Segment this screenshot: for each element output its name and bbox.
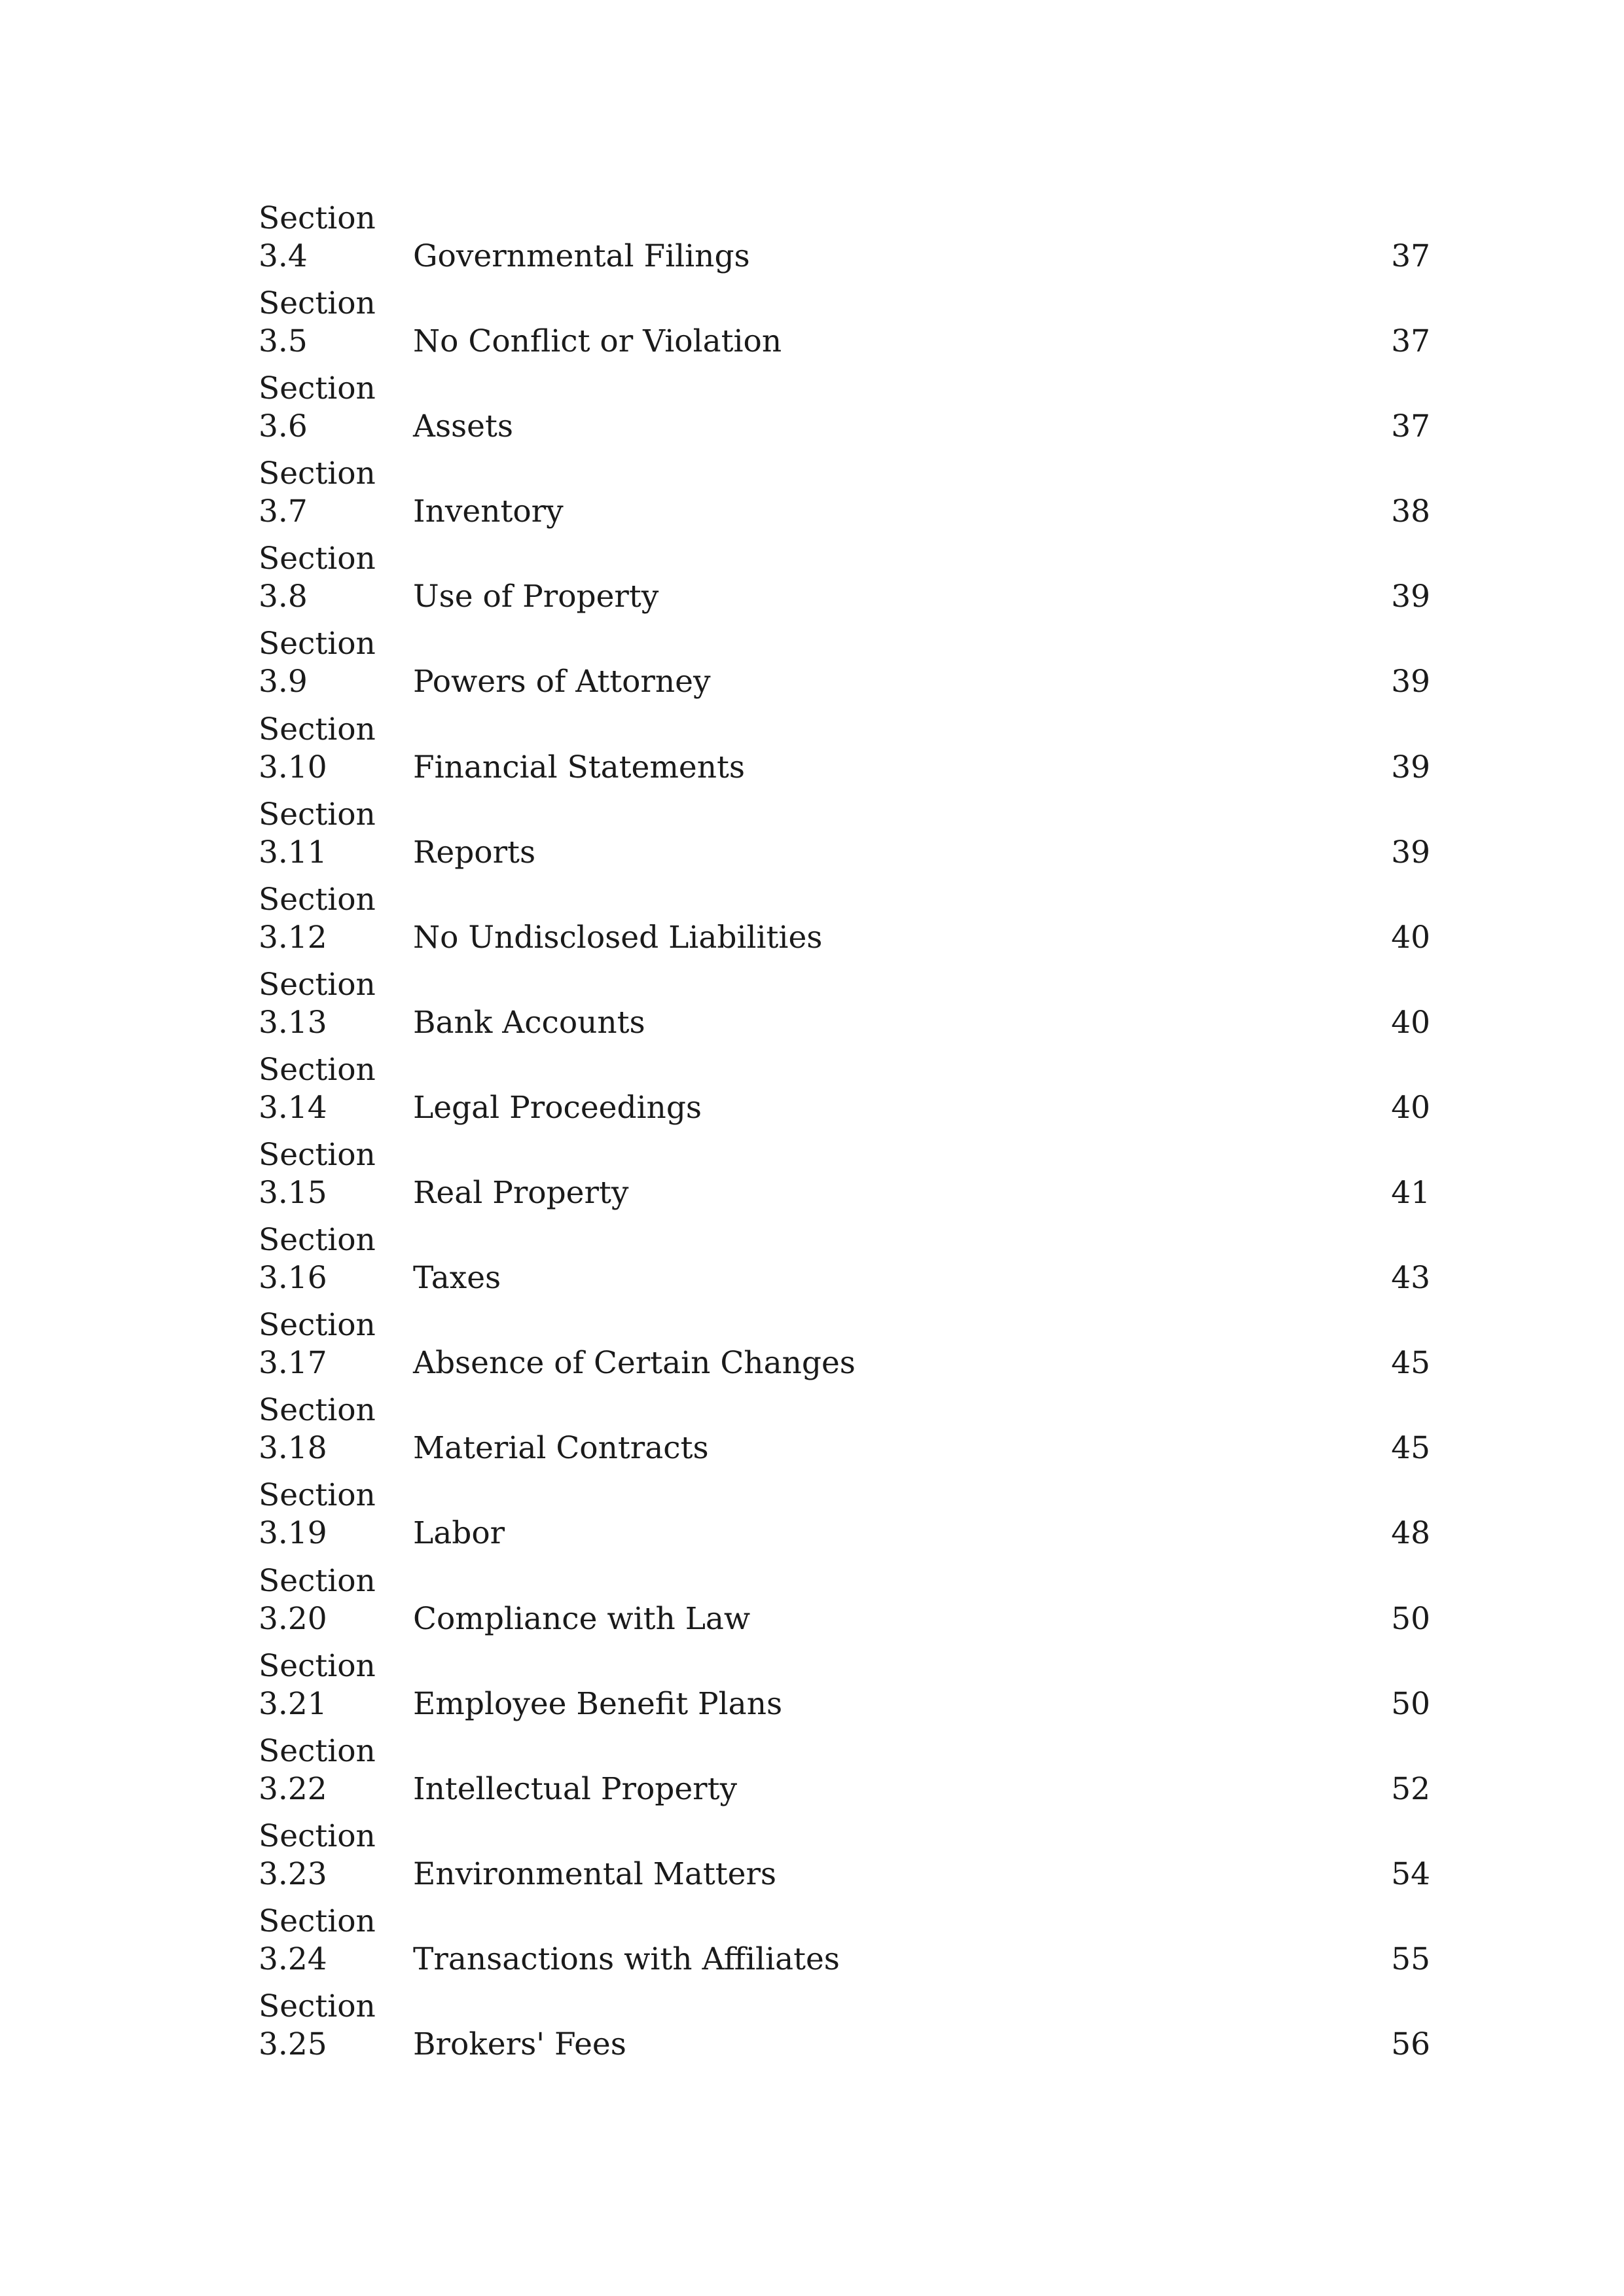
section-label: Section: [259, 881, 376, 918]
section-label: Section: [259, 1818, 376, 1854]
section-number: 3.5: [259, 323, 308, 360]
page-number: 39: [1391, 579, 1430, 615]
page-number: 39: [1391, 664, 1430, 700]
section-title: Material Contracts: [413, 1430, 709, 1467]
page-number: 45: [1391, 1430, 1430, 1467]
section-title: No Undisclosed Liabilities: [413, 919, 823, 956]
page-number: 55: [1391, 1941, 1430, 1977]
section-title: No Conflict or Violation: [413, 323, 782, 360]
toc-entry[interactable]: [259, 1818, 1430, 1903]
section-label: Section: [259, 370, 376, 407]
toc-entry[interactable]: [259, 796, 1430, 881]
section-title: Legal Proceedings: [413, 1089, 702, 1126]
section-number: 3.23: [259, 1856, 327, 1892]
toc-entry[interactable]: [259, 540, 1430, 625]
section-label: Section: [259, 285, 376, 322]
section-title: Environmental Matters: [413, 1856, 777, 1892]
section-title: Taxes: [413, 1260, 501, 1297]
page-number: 50: [1391, 1600, 1430, 1637]
section-number: 3.15: [259, 1175, 327, 1211]
section-label: Section: [259, 626, 376, 662]
toc-entry[interactable]: [259, 1391, 1430, 1477]
page-number: 48: [1391, 1515, 1430, 1552]
section-number: 3.17: [259, 1345, 327, 1382]
section-title: Assets: [413, 408, 514, 445]
toc-entry[interactable]: [259, 625, 1430, 710]
toc-entry[interactable]: [259, 1136, 1430, 1221]
section-title: Labor: [413, 1515, 505, 1552]
section-title: Reports: [413, 834, 536, 870]
section-label: Section: [259, 1562, 376, 1599]
page-number: 45: [1391, 1345, 1430, 1382]
page-number: 54: [1391, 1856, 1430, 1892]
page-number: 40: [1391, 919, 1430, 956]
section-label: Section: [259, 1732, 376, 1769]
section-number: 3.16: [259, 1260, 327, 1297]
page-number: 38: [1391, 493, 1430, 530]
section-number: 3.6: [259, 408, 308, 445]
page-number: 52: [1391, 1770, 1430, 1807]
toc-entry[interactable]: [259, 881, 1430, 966]
toc-entry[interactable]: [259, 455, 1430, 540]
toc-entry[interactable]: [259, 1732, 1430, 1818]
page-number: 40: [1391, 1089, 1430, 1126]
toc-entry[interactable]: [259, 1221, 1430, 1306]
section-label: Section: [259, 711, 376, 747]
toc-entry[interactable]: [259, 1306, 1430, 1391]
section-label: Section: [259, 541, 376, 577]
section-title: Intellectual Property: [413, 1770, 738, 1807]
toc-entry[interactable]: [259, 711, 1430, 796]
section-label: Section: [259, 1903, 376, 1939]
toc-entry[interactable]: [259, 1477, 1430, 1562]
section-label: Section: [259, 966, 376, 1003]
page-number: 43: [1391, 1260, 1430, 1297]
section-number: 3.18: [259, 1430, 327, 1467]
section-title: Transactions with Affiliates: [413, 1941, 840, 1977]
section-title: Brokers' Fees: [413, 2026, 626, 2062]
section-number: 3.9: [259, 664, 308, 700]
section-number: 3.12: [259, 919, 327, 956]
section-label: Section: [259, 1477, 376, 1514]
toc-entry[interactable]: [259, 370, 1430, 455]
section-label: Section: [259, 796, 376, 833]
page-number: 39: [1391, 834, 1430, 870]
section-number: 3.8: [259, 579, 308, 615]
section-number: 3.19: [259, 1515, 327, 1552]
section-number: 3.13: [259, 1004, 327, 1041]
section-number: 3.11: [259, 834, 327, 870]
toc-entry[interactable]: [259, 1562, 1430, 1647]
section-title: Inventory: [413, 493, 564, 530]
section-label: Section: [259, 1392, 376, 1429]
section-label: Section: [259, 1051, 376, 1088]
section-label: Section: [259, 200, 376, 236]
section-title: Use of Property: [413, 579, 659, 615]
page-number: 56: [1391, 2026, 1430, 2062]
section-label: Section: [259, 1988, 376, 2024]
toc-entry[interactable]: [259, 1988, 1430, 2073]
section-title: Compliance with Law: [413, 1600, 751, 1637]
section-label: Section: [259, 1137, 376, 1174]
toc-entry[interactable]: [259, 1051, 1430, 1136]
page-number: 41: [1391, 1175, 1430, 1211]
page-number: 40: [1391, 1004, 1430, 1041]
section-number: 3.10: [259, 749, 327, 785]
toc-entry[interactable]: [259, 285, 1430, 370]
section-number: 3.14: [259, 1089, 327, 1126]
section-number: 3.20: [259, 1600, 327, 1637]
section-number: 3.4: [259, 238, 308, 274]
section-label: Section: [259, 456, 376, 492]
section-number: 3.22: [259, 1770, 327, 1807]
section-title: Absence of Certain Changes: [413, 1345, 856, 1382]
section-title: Real Property: [413, 1175, 629, 1211]
page-number: 39: [1391, 749, 1430, 785]
page-number: 37: [1391, 323, 1430, 360]
section-title: Employee Benefit Plans: [413, 1685, 783, 1722]
page-number: 50: [1391, 1685, 1430, 1722]
page-number: 37: [1391, 408, 1430, 445]
table-of-contents: [259, 200, 1430, 2073]
section-label: Section: [259, 1222, 376, 1259]
section-label: Section: [259, 1647, 376, 1684]
section-title: Governmental Filings: [413, 238, 750, 274]
toc-entry[interactable]: [259, 1647, 1430, 1732]
toc-entry[interactable]: [259, 966, 1430, 1051]
section-number: 3.7: [259, 493, 308, 530]
section-number: 3.25: [259, 2026, 327, 2062]
toc-entry[interactable]: [259, 1903, 1430, 1988]
toc-entry[interactable]: [259, 200, 1430, 285]
section-title: Powers of Attorney: [413, 664, 711, 700]
page-number: 37: [1391, 238, 1430, 274]
section-title: Financial Statements: [413, 749, 746, 785]
section-number: 3.21: [259, 1685, 327, 1722]
section-title: Bank Accounts: [413, 1004, 645, 1041]
section-number: 3.24: [259, 1941, 327, 1977]
section-label: Section: [259, 1307, 376, 1344]
